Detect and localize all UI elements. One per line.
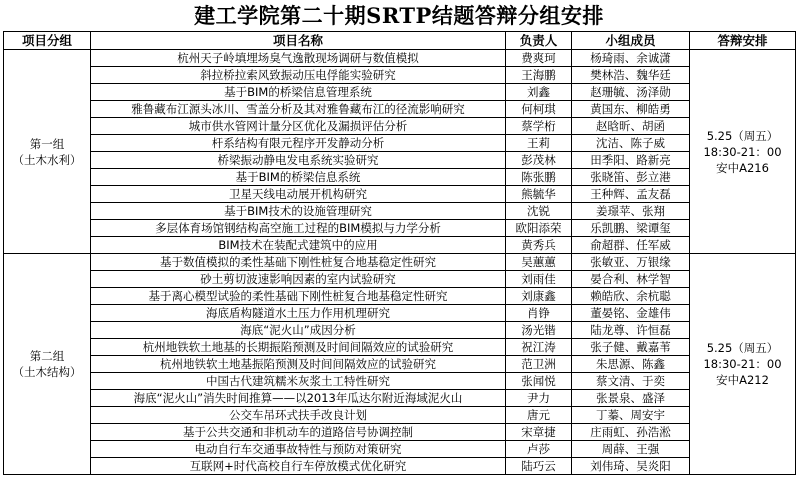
leader-cell: 张闻悦	[506, 373, 572, 390]
schedule-date: 5.25（周五）	[706, 128, 779, 143]
leader-cell: 何柯琪	[506, 101, 572, 118]
table-row	[4, 441, 796, 458]
header-schedule: 答辩安排	[690, 32, 796, 50]
table-row	[4, 322, 796, 339]
table-row	[4, 407, 796, 424]
members-cell: 黄国东、柳皓勇	[572, 101, 690, 118]
table-row	[4, 50, 796, 67]
leader-cell: 陈张鹏	[506, 169, 572, 186]
table-row	[4, 458, 796, 475]
table-row	[4, 356, 796, 373]
leader-cell: 唐元	[506, 407, 572, 424]
schedule-date: 5.25（周五）	[706, 341, 779, 355]
project-name-cell: 杭州天子岭填埋场臭气逸散现场调研与数值模拟	[91, 50, 506, 67]
header-project: 项目名称	[91, 32, 506, 50]
members-cell: 张景泉、盛泽	[572, 390, 690, 407]
header-row	[4, 32, 796, 50]
schedule-cell	[690, 254, 796, 475]
leader-cell: 汤光锴	[506, 322, 572, 339]
leader-cell: 费爽珂	[506, 50, 572, 67]
schedule-time: 18:30-21：00	[703, 357, 782, 371]
members-cell: 田季阳、路新亮	[572, 152, 690, 169]
table-row	[4, 220, 796, 237]
leader-cell: 蔡学桁	[506, 118, 572, 135]
members-cell: 张晓笛、彭立港	[572, 169, 690, 186]
project-name-cell: 基于BIM技术的设施管理研究	[91, 203, 506, 220]
members-cell: 朱思源、陈鑫	[572, 356, 690, 373]
project-name-cell: 电动自行车交通事故特性与预防对策研究	[91, 441, 506, 458]
project-name-cell: 基于离心模型试验的柔性基础下刚性桩复合地基稳定性研究	[91, 288, 506, 305]
schedule-cell	[690, 50, 796, 254]
table-row	[4, 305, 796, 322]
table-row	[4, 67, 796, 84]
members-cell: 陆龙尊、许恒磊	[572, 322, 690, 339]
group-name-cell	[4, 254, 91, 475]
members-cell: 丁蓁、周安宇	[572, 407, 690, 424]
leader-cell: 刘鑫	[506, 84, 572, 101]
members-cell: 赖皓欣、余杭聪	[572, 288, 690, 305]
project-name-cell: 基于公共交通和非机动车的道路信号协调控制	[91, 424, 506, 441]
leader-cell: 欧阳添荣	[506, 220, 572, 237]
project-name-cell: 桥梁振动静电发电系统实验研究	[91, 152, 506, 169]
members-cell: 庄雨虹、孙浩淞	[572, 424, 690, 441]
project-name-cell: 杭州地铁软土地基的长期振陷预测及时间间隔效应的试验研究	[91, 339, 506, 356]
leader-cell: 彭茂林	[506, 152, 572, 169]
members-cell: 蔡文清、于奕	[572, 373, 690, 390]
leader-cell: 王海鹏	[506, 67, 572, 84]
project-name-cell: 基于数值模拟的柔性基础下刚性桩复合地基稳定性研究	[91, 254, 506, 271]
members-cell: 张子健、戴嘉苇	[572, 339, 690, 356]
schedule-table	[3, 31, 796, 475]
project-name-cell: 卫星天线电动展开机构研究	[91, 186, 506, 203]
leader-cell: 范卫洲	[506, 356, 572, 373]
leader-cell: 刘雨佳	[506, 271, 572, 288]
leader-cell: 王莉	[506, 135, 572, 152]
table-row	[4, 152, 796, 169]
schedule-room: 安中A212	[716, 373, 769, 387]
leader-cell: 卢莎	[506, 441, 572, 458]
table-row	[4, 186, 796, 203]
members-cell: 赵珊毓、汤泽勋	[572, 84, 690, 101]
leader-cell: 祝江涛	[506, 339, 572, 356]
members-cell: 俞超群、任军威	[572, 237, 690, 254]
members-cell: 周薛、王强	[572, 441, 690, 458]
project-name-cell: 海底“泥火山”消失时间推算——以2013年瓜达尔附近海域泥火山	[91, 390, 506, 407]
table-row	[4, 118, 796, 135]
table-row	[4, 203, 796, 220]
group-name-cell	[4, 50, 91, 254]
table-row	[4, 373, 796, 390]
table-row	[4, 101, 796, 118]
header-members: 小组成员	[572, 32, 690, 50]
project-name-cell: 海底盾构隧道水土压力作用机理研究	[91, 305, 506, 322]
schedule-room: 安中A216	[716, 160, 769, 175]
table-row	[4, 390, 796, 407]
table-row	[4, 424, 796, 441]
members-cell: 刘伟琦、吴炎阳	[572, 458, 690, 475]
project-name-cell: 中国古代建筑糯米灰浆土工特性研究	[91, 373, 506, 390]
group-category: （土木结构）	[12, 365, 82, 379]
members-cell: 姜璟苹、张翔	[572, 203, 690, 220]
members-cell: 张敏亚、万银缘	[572, 254, 690, 271]
header-leader: 负责人	[506, 32, 572, 50]
document-title: 建工学院第二十期SRTP结题答辩分组安排	[194, 3, 604, 28]
leader-cell: 吴蕙蕙	[506, 254, 572, 271]
leader-cell: 黄秀兵	[506, 237, 572, 254]
project-name-cell: 海底“泥火山”成因分析	[91, 322, 506, 339]
group-name: 第二组	[29, 349, 65, 363]
members-cell: 杨琦雨、余诚潇	[572, 50, 690, 67]
group-name: 第一组	[29, 136, 65, 151]
leader-cell: 刘康鑫	[506, 288, 572, 305]
project-name-cell: 公交车吊环式扶手改良计划	[91, 407, 506, 424]
table-row	[4, 271, 796, 288]
leader-cell: 陆巧云	[506, 458, 572, 475]
members-cell: 晏合利、林学智	[572, 271, 690, 288]
members-cell: 樊林浩、魏华廷	[572, 67, 690, 84]
members-cell: 乐凯鹏、梁谭玺	[572, 220, 690, 237]
members-cell: 赵晗昕、胡函	[572, 118, 690, 135]
table-row	[4, 237, 796, 254]
table-row	[4, 84, 796, 101]
leader-cell: 熊毓华	[506, 186, 572, 203]
table-row	[4, 339, 796, 356]
project-name-cell: 城市供水管网计量分区优化及漏损评估分析	[91, 118, 506, 135]
leader-cell: 宋章捷	[506, 424, 572, 441]
table-body	[4, 50, 796, 475]
leader-cell: 沈锐	[506, 203, 572, 220]
project-name-cell: 基于BIM的桥梁信息管理系统	[91, 84, 506, 101]
project-name-cell: BIM技术在装配式建筑中的应用	[91, 237, 506, 254]
members-cell: 王种辉、孟友磊	[572, 186, 690, 203]
leader-cell: 尹力	[506, 390, 572, 407]
table-row	[4, 288, 796, 305]
table-row	[4, 254, 796, 271]
table-row	[4, 135, 796, 152]
members-cell: 董晏铭、金雄伟	[572, 305, 690, 322]
project-name-cell: 砂土剪切波速影响因素的室内试验研究	[91, 271, 506, 288]
members-cell: 沈洁、陈子威	[572, 135, 690, 152]
leader-cell: 肖铮	[506, 305, 572, 322]
project-name-cell: 基于BIM的桥梁信息系统	[91, 169, 506, 186]
table-row	[4, 169, 796, 186]
project-name-cell: 互联网+时代高校自行车停放模式优化研究	[91, 458, 506, 475]
project-name-cell: 多层体育场馆钢结构高空施工过程的BIM模拟与力学分析	[91, 220, 506, 237]
project-name-cell: 杭州地铁软土地基振陷预测及时间间隔效应的试验研究	[91, 356, 506, 373]
header-group: 项目分组	[4, 32, 91, 50]
project-name-cell: 雅鲁藏布江源头冰川、雪盖分析及其对雅鲁藏布江的径流影响研究	[91, 101, 506, 118]
group-category: （土木水利）	[12, 152, 82, 167]
project-name-cell: 斜拉桥拉索风致振动压电俘能实验研究	[91, 67, 506, 84]
project-name-cell: 杆系结构有限元程序开发静动分析	[91, 135, 506, 152]
schedule-time: 18:30-21：00	[703, 144, 782, 159]
